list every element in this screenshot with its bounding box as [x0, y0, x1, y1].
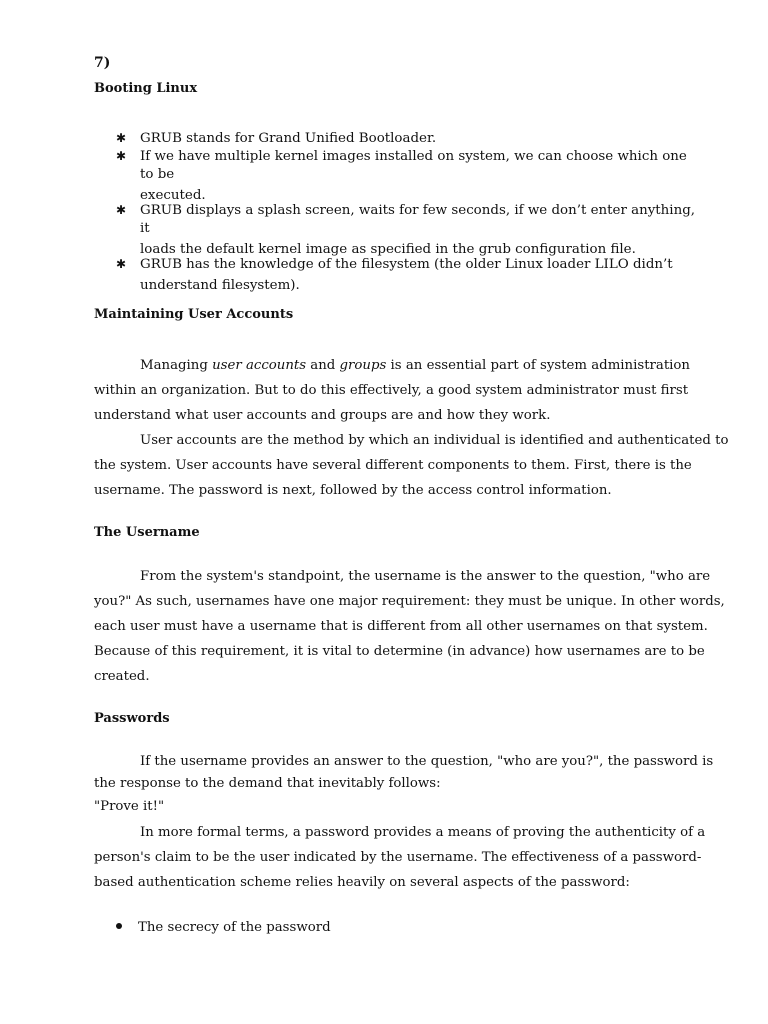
bullet-text-continued: executed. [140, 188, 206, 203]
paragraph-line: Managing user accounts and groups is an essential part of system administration [140, 358, 690, 373]
asterisk-bullet-icon: ✱ [116, 257, 127, 271]
section-number: 7) [94, 55, 111, 71]
heading-passwords: Passwords [94, 711, 170, 726]
paragraph-line: based authentication scheme relies heavily on several aspects of the password: [94, 875, 630, 890]
paragraph-line: From the system's standpoint, the username is the answer to the question, "who are [140, 569, 711, 584]
paragraph-quote: "Prove it!" [94, 799, 165, 814]
list-item [116, 256, 696, 298]
bullet-text: If we have multiple kernel images installed on system, we can choose which one to be [140, 149, 687, 182]
paragraph-line: the response to the demand that inevitably follows: [94, 776, 441, 791]
paragraph-line: In more formal terms, a password provides a means of proving the authenticity of a [140, 825, 706, 840]
bullet-text: GRUB displays a splash screen, waits for few seconds, if we don’t enter anything, it [140, 203, 696, 236]
heading-booting-linux: Booting Linux [94, 81, 198, 96]
paragraph-line: each user must have a username that is different from all other usernames on that system. [94, 619, 708, 634]
bullet-dot-icon [116, 923, 122, 929]
paragraph-line: understand what user accounts and groups are and how they work. [94, 408, 551, 423]
paragraph-line: Because of this requirement, it is vital to determine (in advance) how usernames are to be [94, 644, 705, 659]
emphasis-user-accounts: user accounts [212, 358, 307, 373]
asterisk-bullet-icon: ✱ [116, 131, 127, 145]
list-item [116, 202, 696, 262]
paragraph-line: you?" As such, usernames have one major requirement: they must be unique. In other words, [94, 594, 725, 609]
bullet-text: GRUB has the knowledge of the filesystem (the older Linux loader LILO didn’t [140, 257, 673, 272]
paragraph-line: If the username provides an answer to the question, "who are you?", the password is [140, 754, 714, 769]
paragraph-line: created. [94, 669, 150, 684]
paragraph-line: within an organization. But to do this effectively, a good system administrator must first [94, 383, 689, 398]
booting-bullet-list [116, 130, 696, 298]
bullet-text: GRUB stands for Grand Unified Bootloader. [140, 131, 437, 146]
password-aspect-bullet [116, 920, 331, 935]
paragraph-line: username. The password is next, followed by the access control information. [94, 483, 612, 498]
paragraph-accounts-intro [94, 353, 729, 503]
heading-the-username: The Username [94, 525, 200, 540]
bullet-text: The secrecy of the password [138, 920, 331, 935]
paragraph-username [94, 564, 725, 689]
paragraph-line: person's claim to be the user indicated by the username. The effectiveness of a password- [94, 850, 702, 865]
bullet-text-continued: understand filesystem). [140, 278, 300, 293]
heading-maintaining-user-accounts: Maintaining User Accounts [94, 307, 294, 322]
bullet-text-continued: loads the default kernel image as specified in the grub configuration file. [140, 242, 636, 257]
asterisk-bullet-icon: ✱ [116, 203, 127, 217]
paragraph-passwords [94, 749, 714, 895]
asterisk-bullet-icon: ✱ [116, 149, 127, 163]
list-item [116, 130, 696, 148]
emphasis-groups: groups [339, 358, 387, 373]
list-item [116, 148, 696, 208]
paragraph-line: User accounts are the method by which an individual is identified and authenticated to [140, 433, 729, 448]
paragraph-line: the system. User accounts have several different components to them. First, there is the [94, 458, 692, 473]
